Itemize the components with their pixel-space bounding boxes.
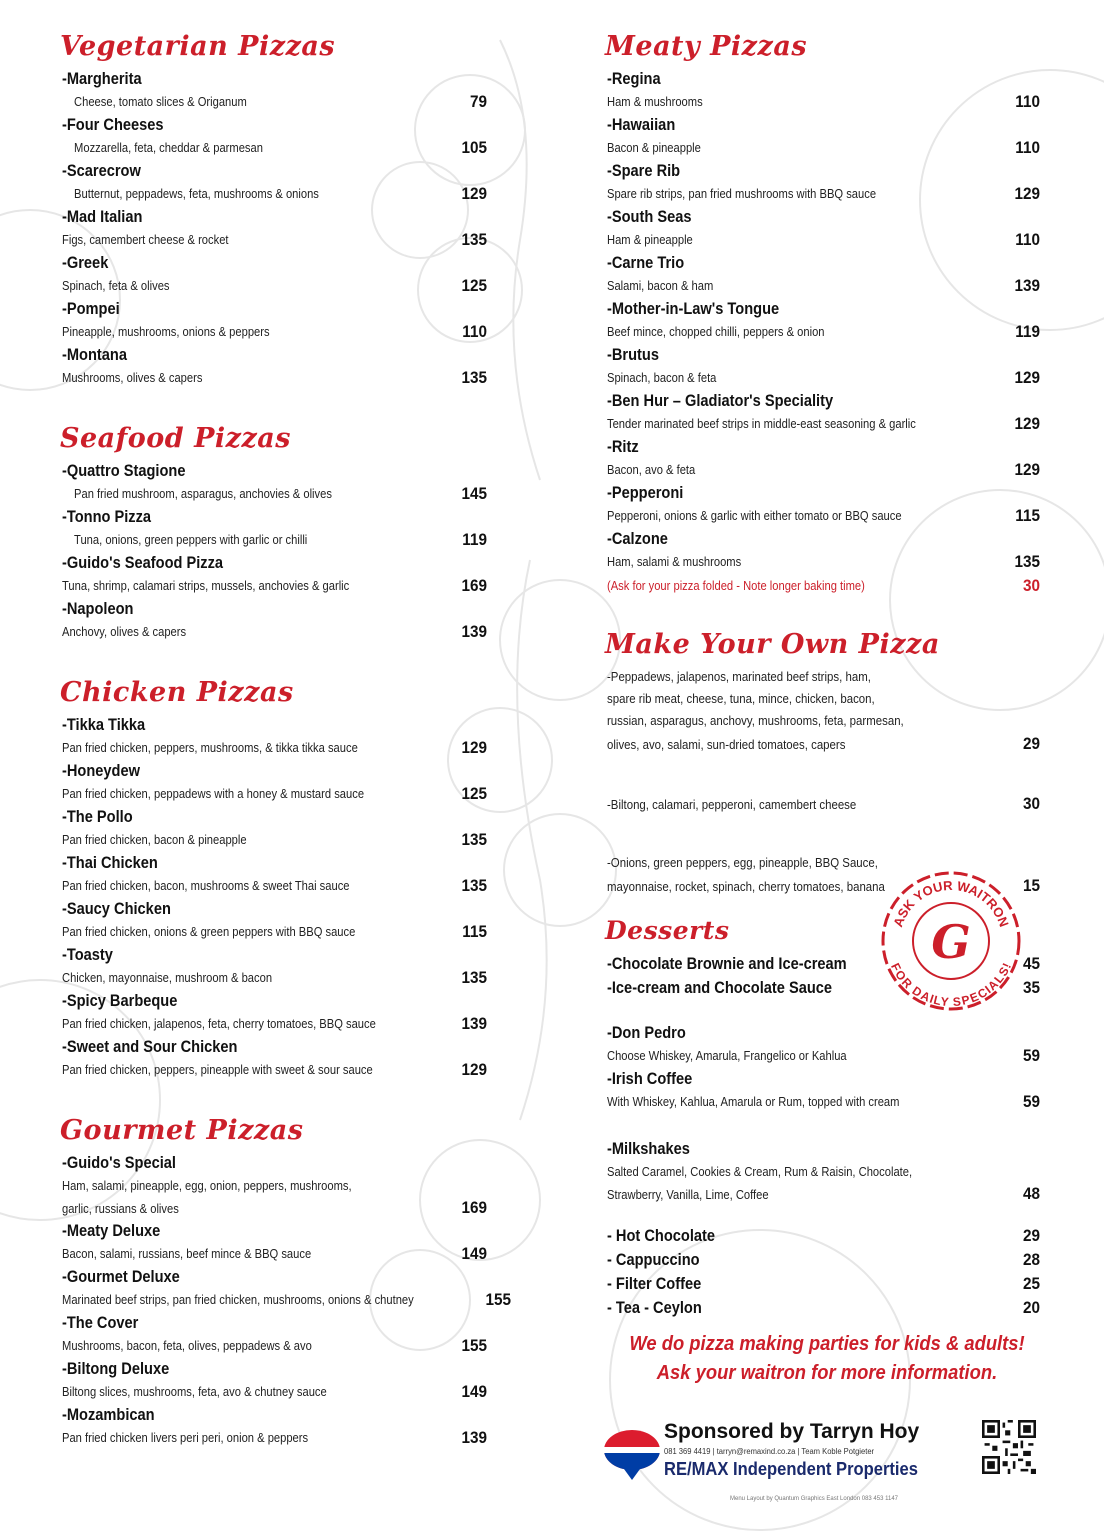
item-description: Tender marinated beef strips in middle-east seasoning & garlic bbox=[607, 416, 916, 431]
menu-item bbox=[62, 1358, 487, 1404]
drink-item bbox=[607, 1022, 1040, 1068]
item-price: 25 bbox=[1022, 1274, 1040, 1293]
item-row bbox=[62, 274, 487, 298]
spacer bbox=[607, 1114, 1040, 1138]
item-name: -Calzone bbox=[607, 529, 668, 548]
item-price: 35 bbox=[1022, 978, 1040, 997]
item-name: -Spicy Barbeque bbox=[62, 991, 178, 1010]
item-name: -Margherita bbox=[62, 69, 142, 88]
item-row bbox=[62, 136, 487, 160]
promo-banner bbox=[607, 1330, 1047, 1388]
menu-item bbox=[62, 1220, 487, 1266]
item-price: 145 bbox=[461, 484, 487, 503]
item-row bbox=[62, 528, 487, 552]
menu-item bbox=[62, 714, 487, 760]
menu-item bbox=[62, 1036, 487, 1082]
item-row bbox=[607, 504, 1040, 528]
topping-price: 30 bbox=[1022, 794, 1040, 813]
item-name: -Ritz bbox=[607, 437, 639, 456]
item-name: -Pompei bbox=[62, 299, 120, 318]
item-name: -Guido's Seafood Pizza bbox=[62, 553, 224, 572]
item-price: 105 bbox=[461, 138, 487, 157]
item-row bbox=[62, 736, 487, 760]
menu-item bbox=[62, 344, 487, 390]
menu-section bbox=[62, 30, 487, 390]
menu-item bbox=[62, 252, 487, 298]
item-price: 129 bbox=[461, 738, 487, 757]
promo-line-1: We do pizza making parties for kids & adults! bbox=[629, 1333, 1025, 1355]
item-description: Figs, camembert cheese & rocket bbox=[62, 232, 229, 247]
item-price: 139 bbox=[461, 1014, 487, 1033]
topping-list-line: spare rib meat, cheese, tuna, mince, chicken, bacon, bbox=[607, 691, 875, 706]
item-name: - Cappuccino bbox=[607, 1250, 700, 1269]
menu-item bbox=[62, 806, 487, 852]
item-price: 139 bbox=[461, 1428, 487, 1447]
item-price: 125 bbox=[461, 784, 487, 803]
topping-group bbox=[607, 666, 1040, 756]
item-description: Spinach, feta & olives bbox=[62, 278, 170, 293]
hot-drinks-section bbox=[607, 1224, 1040, 1320]
item-price: 129 bbox=[461, 184, 487, 203]
item-price: 129 bbox=[1014, 460, 1040, 479]
item-name: -Hawaiian bbox=[607, 115, 676, 134]
menu-item bbox=[62, 1312, 487, 1358]
item-description: Spinach, bacon & feta bbox=[607, 370, 717, 385]
item-price: 125 bbox=[461, 276, 487, 295]
item-name: -Regina bbox=[607, 69, 661, 88]
hot-drink-item bbox=[607, 1248, 1040, 1272]
stamp-logo-letter: G bbox=[931, 915, 971, 969]
calzone-fold-note bbox=[607, 574, 1040, 598]
item-name: -Honeydew bbox=[62, 761, 140, 780]
menu-item bbox=[62, 552, 487, 598]
menu-item bbox=[607, 528, 1040, 574]
item-row bbox=[62, 1426, 487, 1450]
menu-item bbox=[62, 598, 487, 644]
item-name: -Guido's Special bbox=[62, 1153, 176, 1172]
item-name: -Irish Coffee bbox=[607, 1069, 693, 1088]
item-description: Ham, salami & mushrooms bbox=[607, 554, 742, 569]
topping-group bbox=[607, 792, 1040, 816]
item-description: Pan fried chicken livers peri peri, onion & peppers bbox=[62, 1430, 309, 1445]
menu-item bbox=[62, 160, 487, 206]
item-row bbox=[607, 550, 1040, 574]
item-name: -Carne Trio bbox=[607, 253, 685, 272]
menu-item bbox=[607, 482, 1040, 528]
item-description: Pan fried chicken, peppers, pineapple with sweet & sour sauce bbox=[62, 1062, 373, 1077]
item-description: Ham & mushrooms bbox=[607, 94, 703, 109]
item-description: Pepperoni, onions & garlic with either tomato or BBQ sauce bbox=[607, 508, 902, 523]
item-row bbox=[607, 274, 1040, 298]
item-row bbox=[62, 366, 487, 390]
sponsor-title: Sponsored by Tarryn Hoy bbox=[664, 1420, 920, 1443]
section-title: Gourmet Pizzas bbox=[60, 1115, 304, 1146]
menu-item bbox=[62, 114, 487, 160]
item-description: Marinated beef strips, pan fried chicken, mushrooms, onions & chutney bbox=[62, 1292, 414, 1307]
menu-item bbox=[62, 852, 487, 898]
item-row bbox=[62, 1058, 487, 1082]
sponsor-block bbox=[600, 1418, 1040, 1488]
menu-item bbox=[607, 206, 1040, 252]
drinks-section bbox=[607, 1022, 1040, 1206]
item-name: -Toasty bbox=[62, 945, 113, 964]
menu-item bbox=[607, 344, 1040, 390]
item-price: 135 bbox=[461, 876, 487, 895]
item-row bbox=[607, 1090, 1040, 1114]
item-name: -Tonno Pizza bbox=[62, 507, 152, 526]
menu-item bbox=[607, 160, 1040, 206]
right-column bbox=[607, 30, 1040, 1388]
menu-item bbox=[62, 760, 487, 806]
item-row bbox=[62, 920, 487, 944]
item-price: 169 bbox=[461, 1198, 487, 1217]
item-description: Pan fried chicken, bacon, mushrooms & sweet Thai sauce bbox=[62, 878, 350, 893]
menu-item bbox=[607, 114, 1040, 160]
item-row bbox=[607, 458, 1040, 482]
left-column bbox=[60, 30, 511, 1482]
item-description: Salted Caramel, Cookies & Cream, Rum & Raisin, Chocolate, Strawberry, Vanilla, Lime, Coffee bbox=[607, 1164, 913, 1202]
item-name: -Don Pedro bbox=[607, 1023, 686, 1042]
item-description: Pan fried chicken, peppers, mushrooms, & tikka tikka sauce bbox=[62, 740, 358, 755]
item-description: Pan fried chicken, bacon & pineapple bbox=[62, 832, 247, 847]
item-price: 115 bbox=[1015, 506, 1040, 525]
item-price: 28 bbox=[1022, 1250, 1040, 1269]
item-name: -Gourmet Deluxe bbox=[62, 1267, 180, 1286]
menu-item bbox=[607, 390, 1040, 436]
item-price: 110 bbox=[1015, 138, 1040, 157]
menu-item bbox=[62, 68, 487, 114]
stamp-top-text: ASK YOUR WAITRON bbox=[890, 877, 1012, 929]
item-price: 139 bbox=[461, 622, 487, 641]
item-price: 139 bbox=[1014, 276, 1040, 295]
hot-drink-item bbox=[607, 1296, 1040, 1320]
hot-drink-item bbox=[607, 1272, 1040, 1296]
menu-item bbox=[62, 298, 487, 344]
item-row bbox=[62, 1012, 487, 1036]
menu-item bbox=[607, 68, 1040, 114]
topping-list-line: -Onions, green peppers, egg, pineapple, BBQ Sauce, bbox=[607, 855, 878, 870]
item-price: 29 bbox=[1022, 1226, 1040, 1245]
item-name: -The Cover bbox=[62, 1313, 139, 1332]
daily-specials-stamp bbox=[878, 868, 1024, 1014]
menu-section bbox=[62, 422, 487, 644]
item-row bbox=[62, 1334, 487, 1358]
item-description: Butternut, peppadews, feta, mushrooms & onions bbox=[74, 186, 319, 201]
item-description: Choose Whiskey, Amarula, Frangelico or Kahlua bbox=[607, 1048, 847, 1063]
topping-list-line: olives, avo, salami, sun-dried tomatoes, capers bbox=[607, 737, 846, 752]
item-description: Ham, salami, pineapple, egg, onion, peppers, mushrooms, garlic, russians & olives bbox=[62, 1178, 352, 1216]
item-name: -Chocolate Brownie and Ice-cream bbox=[607, 954, 847, 973]
item-description: Salami, bacon & ham bbox=[607, 278, 714, 293]
note-price: 30 bbox=[1022, 576, 1040, 595]
item-name: -Scarecrow bbox=[62, 161, 141, 180]
spacer bbox=[607, 830, 1040, 852]
item-name: -Mozambican bbox=[62, 1405, 155, 1424]
item-description: Mushrooms, olives & capers bbox=[62, 370, 203, 385]
item-row bbox=[62, 90, 487, 114]
item-row bbox=[62, 782, 487, 806]
item-price: 119 bbox=[1015, 322, 1040, 341]
item-description: Pan fried chicken, peppadews with a honey & mustard sauce bbox=[62, 786, 365, 801]
item-name: -Milkshakes bbox=[607, 1139, 690, 1158]
sponsor-text bbox=[664, 1418, 974, 1481]
menu-item bbox=[607, 436, 1040, 482]
item-name: -The Pollo bbox=[62, 807, 133, 826]
meaty-pizzas-section bbox=[607, 30, 1040, 598]
topping-list-line: -Peppadews, jalapenos, marinated beef strips, ham, bbox=[607, 669, 871, 684]
item-row bbox=[62, 1288, 511, 1312]
item-description: Biltong slices, mushrooms, feta, avo & chutney sauce bbox=[62, 1384, 327, 1399]
item-name: -Biltong Deluxe bbox=[62, 1359, 170, 1378]
item-name: -Mother-in-Law's Tongue bbox=[607, 299, 780, 318]
item-description: Anchovy, olives & capers bbox=[62, 624, 187, 639]
item-row bbox=[62, 828, 487, 852]
item-price: 20 bbox=[1022, 1298, 1040, 1317]
item-description: Pineapple, mushrooms, onions & peppers bbox=[62, 324, 270, 339]
item-description: Tuna, shrimp, calamari strips, mussels, anchovies & garlic bbox=[62, 578, 350, 593]
item-price: 115 bbox=[462, 922, 487, 941]
item-description: With Whiskey, Kahlua, Amarula or Rum, topped with cream bbox=[607, 1094, 900, 1109]
item-description: Bacon, avo & feta bbox=[607, 462, 696, 477]
item-description: Mozzarella, feta, cheddar & parmesan bbox=[74, 140, 263, 155]
item-row bbox=[607, 136, 1040, 160]
drink-item bbox=[607, 1138, 1040, 1206]
item-name: -Greek bbox=[62, 253, 109, 272]
menu-item bbox=[62, 460, 487, 506]
item-name: -Brutus bbox=[607, 345, 659, 364]
item-row bbox=[62, 1174, 487, 1220]
menu-item bbox=[62, 898, 487, 944]
item-row bbox=[607, 1160, 1040, 1206]
item-row bbox=[62, 228, 487, 252]
item-description: Pan fried chicken, jalapenos, feta, cherry tomatoes, BBQ sauce bbox=[62, 1016, 376, 1031]
sponsor-contact: 081 369 4419 | tarryn@remaxind.co.za | Team Koble Potgieter bbox=[664, 1447, 875, 1456]
item-price: 129 bbox=[1014, 414, 1040, 433]
item-price: 110 bbox=[462, 322, 487, 341]
menu-item bbox=[607, 252, 1040, 298]
item-name: - Hot Chocolate bbox=[607, 1226, 716, 1245]
item-description: Ham & pineapple bbox=[607, 232, 693, 247]
item-price: 129 bbox=[1014, 184, 1040, 203]
item-row bbox=[62, 182, 487, 206]
hot-drink-item bbox=[607, 1224, 1040, 1248]
item-row bbox=[62, 320, 487, 344]
item-price: 129 bbox=[1014, 368, 1040, 387]
item-row bbox=[62, 1380, 487, 1404]
item-price: 45 bbox=[1022, 954, 1040, 973]
item-name: -Thai Chicken bbox=[62, 853, 158, 872]
item-description: Spare rib strips, pan fried mushrooms with BBQ sauce bbox=[607, 186, 877, 201]
menu-item bbox=[62, 1266, 511, 1312]
item-price: 119 bbox=[462, 530, 487, 549]
item-description: Pan fried mushroom, asparagus, anchovies & olives bbox=[74, 486, 332, 501]
menu-section bbox=[60, 1114, 511, 1450]
item-price: 135 bbox=[461, 830, 487, 849]
sponsor-company: RE/MAX Independent Properties bbox=[664, 1459, 918, 1479]
topping-list-line: -Biltong, calamari, pepperoni, camembert cheese bbox=[607, 797, 857, 812]
item-name: -Ben Hur – Gladiator's Speciality bbox=[607, 391, 834, 410]
item-price: 149 bbox=[461, 1244, 487, 1263]
section-title: Vegetarian Pizzas bbox=[60, 31, 336, 62]
item-row bbox=[607, 1044, 1040, 1068]
item-row bbox=[62, 620, 487, 644]
item-price: 110 bbox=[1015, 230, 1040, 249]
make-your-own-section bbox=[607, 628, 1040, 898]
item-price: 169 bbox=[461, 576, 487, 595]
item-row bbox=[62, 874, 487, 898]
menu-item bbox=[62, 206, 487, 252]
item-price: 129 bbox=[461, 1060, 487, 1079]
item-description: Tuna, onions, green peppers with garlic or chilli bbox=[74, 532, 308, 547]
item-row bbox=[62, 1242, 487, 1266]
menu-item bbox=[62, 1404, 487, 1450]
remax-balloon-icon bbox=[602, 1422, 662, 1482]
topping-price: 29 bbox=[1022, 734, 1040, 753]
stamp-bottom-text: FOR DAILY SPECIALS! bbox=[888, 960, 1015, 1010]
item-description: Cheese, tomato slices & Origanum bbox=[74, 94, 247, 109]
item-name: -Tikka Tikka bbox=[62, 715, 146, 734]
item-name: -Ice-cream and Chocolate Sauce bbox=[607, 978, 833, 997]
note-text: (Ask for your pizza folded - Note longer baking time) bbox=[607, 578, 865, 593]
menu-section bbox=[62, 676, 487, 1082]
menu-item bbox=[62, 506, 487, 552]
drink-item bbox=[607, 1068, 1040, 1114]
item-name: -Pepperoni bbox=[607, 483, 684, 502]
item-row bbox=[607, 90, 1040, 114]
item-name: -Napoleon bbox=[62, 599, 134, 618]
section-title: Chicken Pizzas bbox=[60, 677, 294, 708]
item-price: 79 bbox=[469, 92, 487, 111]
item-name: -Meaty Deluxe bbox=[62, 1221, 161, 1240]
item-price: 135 bbox=[461, 968, 487, 987]
item-price: 48 bbox=[1022, 1184, 1040, 1203]
item-name: -Spare Rib bbox=[607, 161, 681, 180]
layout-credit: Menu Layout by Quantum Graphics East London 083 453 1147 bbox=[730, 1496, 899, 1502]
section-title: Desserts bbox=[605, 916, 730, 945]
menu-item bbox=[607, 298, 1040, 344]
item-name: - Filter Coffee bbox=[607, 1274, 702, 1293]
item-row bbox=[607, 412, 1040, 436]
section-title: Make Your Own Pizza bbox=[605, 629, 940, 660]
item-row bbox=[607, 228, 1040, 252]
menu-item bbox=[62, 990, 487, 1036]
topping-row bbox=[607, 792, 1040, 816]
item-description: Mushrooms, bacon, feta, olives, peppadews & avo bbox=[62, 1338, 312, 1353]
item-price: 59 bbox=[1022, 1092, 1040, 1111]
item-description: Bacon, salami, russians, beef mince & BBQ sauce bbox=[62, 1246, 312, 1261]
item-price: 135 bbox=[1014, 552, 1040, 571]
item-row bbox=[607, 366, 1040, 390]
menu-item bbox=[62, 1152, 487, 1220]
item-description: Beef mince, chopped chilli, peppers & onion bbox=[607, 324, 825, 339]
item-name: -Quattro Stagione bbox=[62, 461, 186, 480]
item-row bbox=[62, 482, 487, 506]
item-price: 59 bbox=[1022, 1046, 1040, 1065]
item-row bbox=[607, 182, 1040, 206]
item-price: 155 bbox=[485, 1290, 511, 1309]
item-name: -South Seas bbox=[607, 207, 692, 226]
topping-list-line: russian, asparagus, anchovy, mushrooms, feta, parmesan, bbox=[607, 713, 904, 728]
qr-code-icon[interactable] bbox=[982, 1420, 1036, 1474]
section-title: Meaty Pizzas bbox=[605, 31, 808, 62]
item-name: -Montana bbox=[62, 345, 127, 364]
item-price: 149 bbox=[461, 1382, 487, 1401]
item-price: 110 bbox=[1015, 92, 1040, 111]
item-name: -Saucy Chicken bbox=[62, 899, 171, 918]
topping-list-line: mayonnaise, rocket, spinach, cherry tomatoes, banana bbox=[607, 879, 885, 894]
item-price: 135 bbox=[461, 230, 487, 249]
item-row bbox=[607, 320, 1040, 344]
spacer bbox=[607, 770, 1040, 792]
promo-line-2: Ask your waitron for more information. bbox=[656, 1362, 998, 1384]
item-description: Chicken, mayonnaise, mushroom & bacon bbox=[62, 970, 273, 985]
section-title: Seafood Pizzas bbox=[60, 423, 292, 454]
item-description: Bacon & pineapple bbox=[607, 140, 701, 155]
menu-item bbox=[62, 944, 487, 990]
item-name: -Mad Italian bbox=[62, 207, 143, 226]
item-price: 135 bbox=[461, 368, 487, 387]
item-name: -Four Cheeses bbox=[62, 115, 164, 134]
item-price: 155 bbox=[461, 1336, 487, 1355]
topping-price: 15 bbox=[1022, 876, 1040, 895]
item-name: -Sweet and Sour Chicken bbox=[62, 1037, 238, 1056]
item-row bbox=[62, 966, 487, 990]
item-name: - Tea - Ceylon bbox=[607, 1298, 702, 1317]
item-description: Pan fried chicken, onions & green peppers with BBQ sauce bbox=[62, 924, 356, 939]
item-row bbox=[62, 574, 487, 598]
topping-row bbox=[607, 732, 1040, 756]
